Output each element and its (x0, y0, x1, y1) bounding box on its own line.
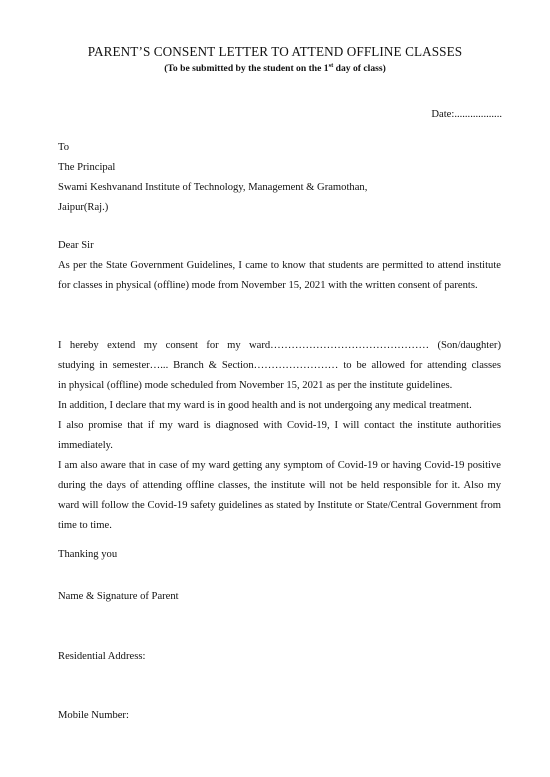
letter-subtitle (0, 62, 550, 74)
consent-line-ward: I hereby extend my consent for my ward……………………………………… (Son/daughter) (58, 340, 501, 351)
residential-address-label: Residential Address: (58, 651, 146, 662)
mobile-number-label: Mobile Number: (58, 710, 129, 721)
signature-label: Name & Signature of Parent (58, 591, 179, 602)
letter-title: PARENT’S CONSENT LETTER TO ATTEND OFFLINE CLASSES (87, 44, 463, 59)
consent-section (58, 336, 501, 536)
subtitle-text-end: day of class) (333, 63, 386, 74)
symptom-clause: I am also aware that in case of my ward getting any symptom of Covid-19 or having Covid-19 positive during the days of attending offline classes, the institute will not be held responsible for it. Also my ward will follow the Covid-19 safety guidelines as stated by Institute or State/Central Government from time to time. (58, 460, 501, 531)
address-institute: Swami Keshvanand Institute of Technology, Management & Gramothan, (58, 182, 368, 193)
subtitle-text-start: (To be submitted by the student on the 1 (164, 63, 329, 74)
consent-line-schedule: in physical (offline) mode scheduled from November 15, 2021 as per the institute guidelines. (58, 380, 453, 391)
health-declaration: In addition, I declare that my ward is in good health and is not undergoing any medical treatment. (58, 400, 472, 411)
address-recipient: The Principal (58, 162, 116, 173)
date-field: Date:.................. (431, 109, 502, 120)
consent-line-semester: studying in semester…... Branch & Section…………………… to be allowed for attending classes (58, 360, 501, 371)
covid-promise: I also promise that if my ward is diagnosed with Covid-19, I will contact the institute authorities immediately. (58, 420, 501, 451)
address-to: To (58, 142, 70, 153)
subtitle-superscript: st (328, 62, 334, 69)
salutation: Dear Sir (58, 240, 94, 251)
guidelines-paragraph: As per the State Government Guidelines, I came to know that students are permitted to attend institute for classes in physical (offline) mode from November 15, 2021 with the written consent of parents. (58, 260, 501, 291)
closing: Thanking you (58, 549, 118, 560)
recipient-address (58, 138, 501, 218)
address-city: Jaipur(Raj.) (58, 202, 109, 213)
